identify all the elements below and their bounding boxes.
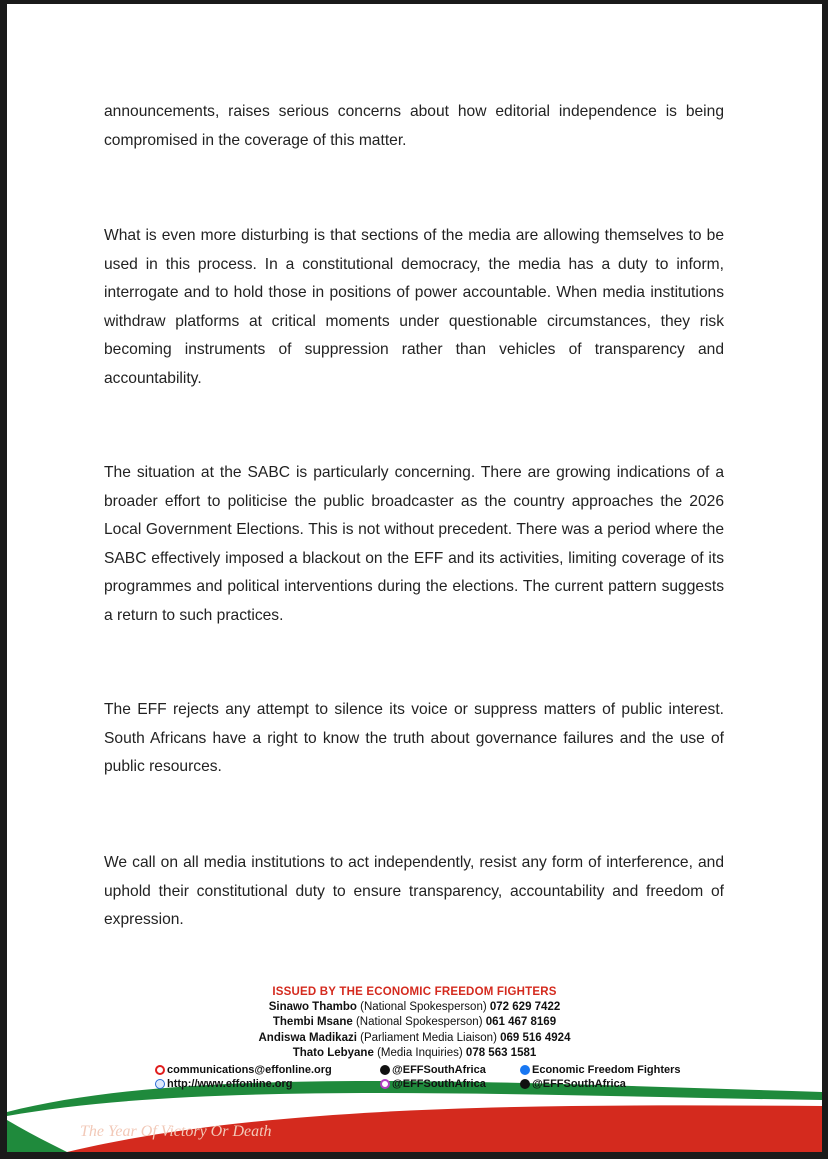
website-link[interactable]: http://www.effonline.org [167,1078,293,1090]
paragraph-1: announcements, raises serious concerns about how editorial independence is being compromised in the coverage of this matter. [104,103,724,149]
spokesperson-role: (National Spokesperson) [355,1016,483,1029]
email-link[interactable]: communications@effonline.org [167,1064,332,1076]
spokesperson-phone: 078 563 1581 [465,1046,537,1059]
facebook-row[interactable] [520,1063,681,1077]
tiktok-icon [520,1079,530,1089]
instagram-icon [380,1079,390,1089]
spokesperson-line [7,1015,822,1030]
facebook-icon [520,1065,530,1075]
paragraph-2: What is even more disturbing is that sections of the media are allowing themselves to be used in this process. In a constitutional democracy, the media has a duty to inform, interrogate and to hold those in positions of power accountable. When media institutions withdraw platforms at critical moments under questionable circumstances, they risk becoming instruments of suppression rather than vehicles of transparency and accountability. [104,227,724,387]
contacts-column-web [155,1063,332,1091]
x-handle[interactable]: @EFFSouthAfrica [392,1064,486,1076]
tiktok-row[interactable] [520,1077,681,1091]
website-row[interactable] [155,1077,332,1091]
instagram-row[interactable] [380,1077,486,1091]
spokesperson-role: (Media Inquiries) [377,1046,463,1059]
spokesperson-phone: 061 467 8169 [485,1016,557,1029]
x-icon [380,1065,390,1075]
globe-icon [155,1079,165,1089]
document-page [7,4,822,1152]
facebook-name[interactable]: Economic Freedom Fighters [532,1064,681,1076]
email-row[interactable] [155,1063,332,1077]
contacts-column-social-2 [520,1063,681,1091]
spokesperson-name: Thembi Msane [272,1016,353,1029]
spokesperson-name: Thato Lebyane [292,1046,374,1059]
spokesperson-name: Andiswa Madikazi [258,1031,357,1044]
paragraph-3: The situation at the SABC is particularly concerning. There are growing indications of a broader effort to politicise the public broadcaster as the country approaches the 2026 Local Government Elections. This is not without precedent. There was a period where the SABC effectively imposed a blackout on the EFF and its activities, limiting coverage of its programmes and political interventions during the elections. The current pattern suggests a return to such practices. [104,464,724,624]
spokesperson-name: Sinawo Thambo [268,1001,357,1014]
spokesperson-line [7,1000,822,1015]
spokesperson-role: (Parliament Media Liaison) [360,1031,497,1044]
tiktok-handle[interactable]: @EFFSouthAfrica [532,1078,626,1090]
spokesperson-phone: 069 516 4924 [500,1031,571,1044]
paragraph-5: We call on all media institutions to act independently, resist any form of interference, and uphold their constitutional duty to ensure transparency, accountability and freedom of expression. [104,854,724,929]
spokesperson-phone: 072 629 7422 [489,1001,561,1014]
issued-by-heading: ISSUED BY THE ECONOMIC FREEDOM FIGHTERS [272,986,557,998]
instagram-handle[interactable]: @EFFSouthAfrica [392,1078,486,1090]
contacts-column-social-1 [380,1063,486,1091]
mail-icon [155,1065,165,1075]
x-row[interactable] [380,1063,486,1077]
spokesperson-role: (National Spokesperson) [360,1001,487,1014]
paragraph-4: The EFF rejects any attempt to silence its voice or suppress matters of public interest. South Africans have a right to know the truth about governance failures and the use of public resources. [104,701,724,776]
slogan: The Year Of Victory Or Death [80,1123,272,1140]
